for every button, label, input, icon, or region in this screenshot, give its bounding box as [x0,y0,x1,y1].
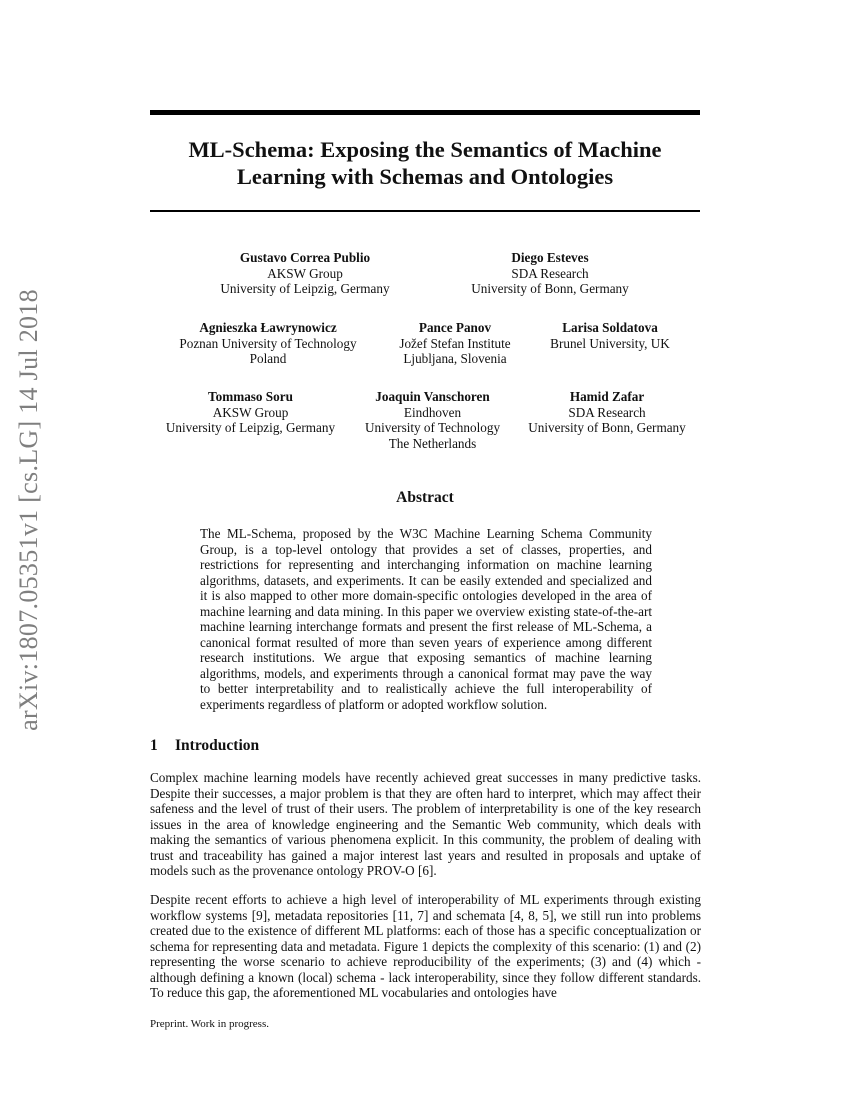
arxiv-stamp [4,289,54,731]
author-affiliation: SDA Research [568,404,646,420]
author-name: Gustavo Correa Publio [239,250,371,265]
author-block [517,389,697,436]
abstract-text: The ML-Schema, proposed by the W3C Machine Learning Schema Community Group, is a top-level ontology that provides a set of classes, properties, and restrictions for representing and interchanging information on machine learning algorithms, datasets, and experiments. It can be easily extended and specialized and it is also mapped to other more domain-specific ontologies developed in the area of machine learning and data mining. In this paper we overview existing state-of-the-art machine learning interchange formats and present the first release of ML-Schema, a canonical format resulted of more than seven years of experience among different research institutions. We argue that exposing semantics of machine learning algorithms, models, and experiments through a canonical format may pave the way to better interpretability and to realistically achieve the full interoperability of experiments regardless of platform or adopted workflow solution. [200,526,652,712]
author-affiliation: SDA Research [511,265,589,281]
paragraph: Despite recent efforts to achieve a high level of interoperability of ML experiments through existing workflow systems [9], metadata repositories [11, 7] and schemata [4, 8, 5], we still run into problems created due to the existence of different ML platforms: each of those has a specific conceptualization or schema for representing data and metadata. Figure 1 depicts the complexity of this scenario: (1) and (2) representing the worse scenario to achieve reproducibility of the experiments; (3) and (4) which - although defining a known (local) schema - lack interoperability, since they follow different standards. To reduce this gap, the aforementioned ML vocabularies and ontologies have [150,892,701,1000]
author-block [168,320,368,367]
author-block [460,250,640,297]
author-affiliation: Brunel University, UK [550,335,670,351]
author-name: Hamid Zafar [569,389,645,404]
title-rule-bottom [150,210,700,212]
author-name: Diego Esteves [511,250,589,265]
author-affiliation: University of Leipzig, Germany [220,281,390,296]
paper-title: ML-Schema: Exposing the Semantics of Machine Learning with Schemas and Ontologies [188,137,662,189]
arxiv-stamp-text: arXiv:1807.05351v1 [cs.LG] 14 Jul 2018 [14,289,43,731]
author-block [380,320,530,367]
author-name: Pance Panov [418,320,492,335]
section-heading [150,737,259,755]
author-block [535,320,685,351]
author-affiliation: University of Bonn, Germany [471,281,629,296]
author-affiliation: Poznan University of Technology [179,335,357,351]
author-affiliation: Ljubljana, Slovenia [403,351,507,366]
author-block [158,389,343,436]
author-name: Larisa Soldatova [562,320,658,335]
author-affiliation: AKSW Group [267,265,343,281]
title-rule-top [150,110,700,115]
section-number: 1 [150,737,158,754]
author-affiliation: Jožef Stefan Institute [399,335,511,351]
section-title: Introduction [175,737,260,754]
author-name: Tommaso Soru [208,389,293,404]
author-name: Agnieszka Ławrynowicz [199,320,337,335]
author-affiliation: The Netherlands [388,435,477,451]
author-affiliation: Eindhoven [403,404,462,420]
author-affiliation: AKSW Group [212,404,289,420]
author-affiliation: University of Bonn, Germany [528,420,686,435]
author-name: Joaquin Vanschoren [375,389,490,404]
footer-note: Preprint. Work in progress. [150,1018,269,1030]
author-affiliation: University of Leipzig, Germany [165,420,336,435]
author-block [355,389,510,451]
paragraph: Complex machine learning models have recently achieved great successes in many predictive tasks. Despite their successes, a major problem is that they are often hard to interpret, which may affect their safeness and the level of trust of their users. The problem of interpretability is one of the key research issues in the area of knowledge engineering and the Semantic Web community, which deals with making the semantics of various phenomena explicit. In this community, the problem of dealing with trust and traceability has gained a major interest last years and resulted in proposals and uptake of models such as the provenance ontology PROV-O [6]. [150,770,701,878]
abstract-heading: Abstract [396,489,454,506]
author-affiliation: University of Technology [364,420,501,435]
author-block [215,250,395,297]
author-affiliation: Poland [249,351,287,366]
